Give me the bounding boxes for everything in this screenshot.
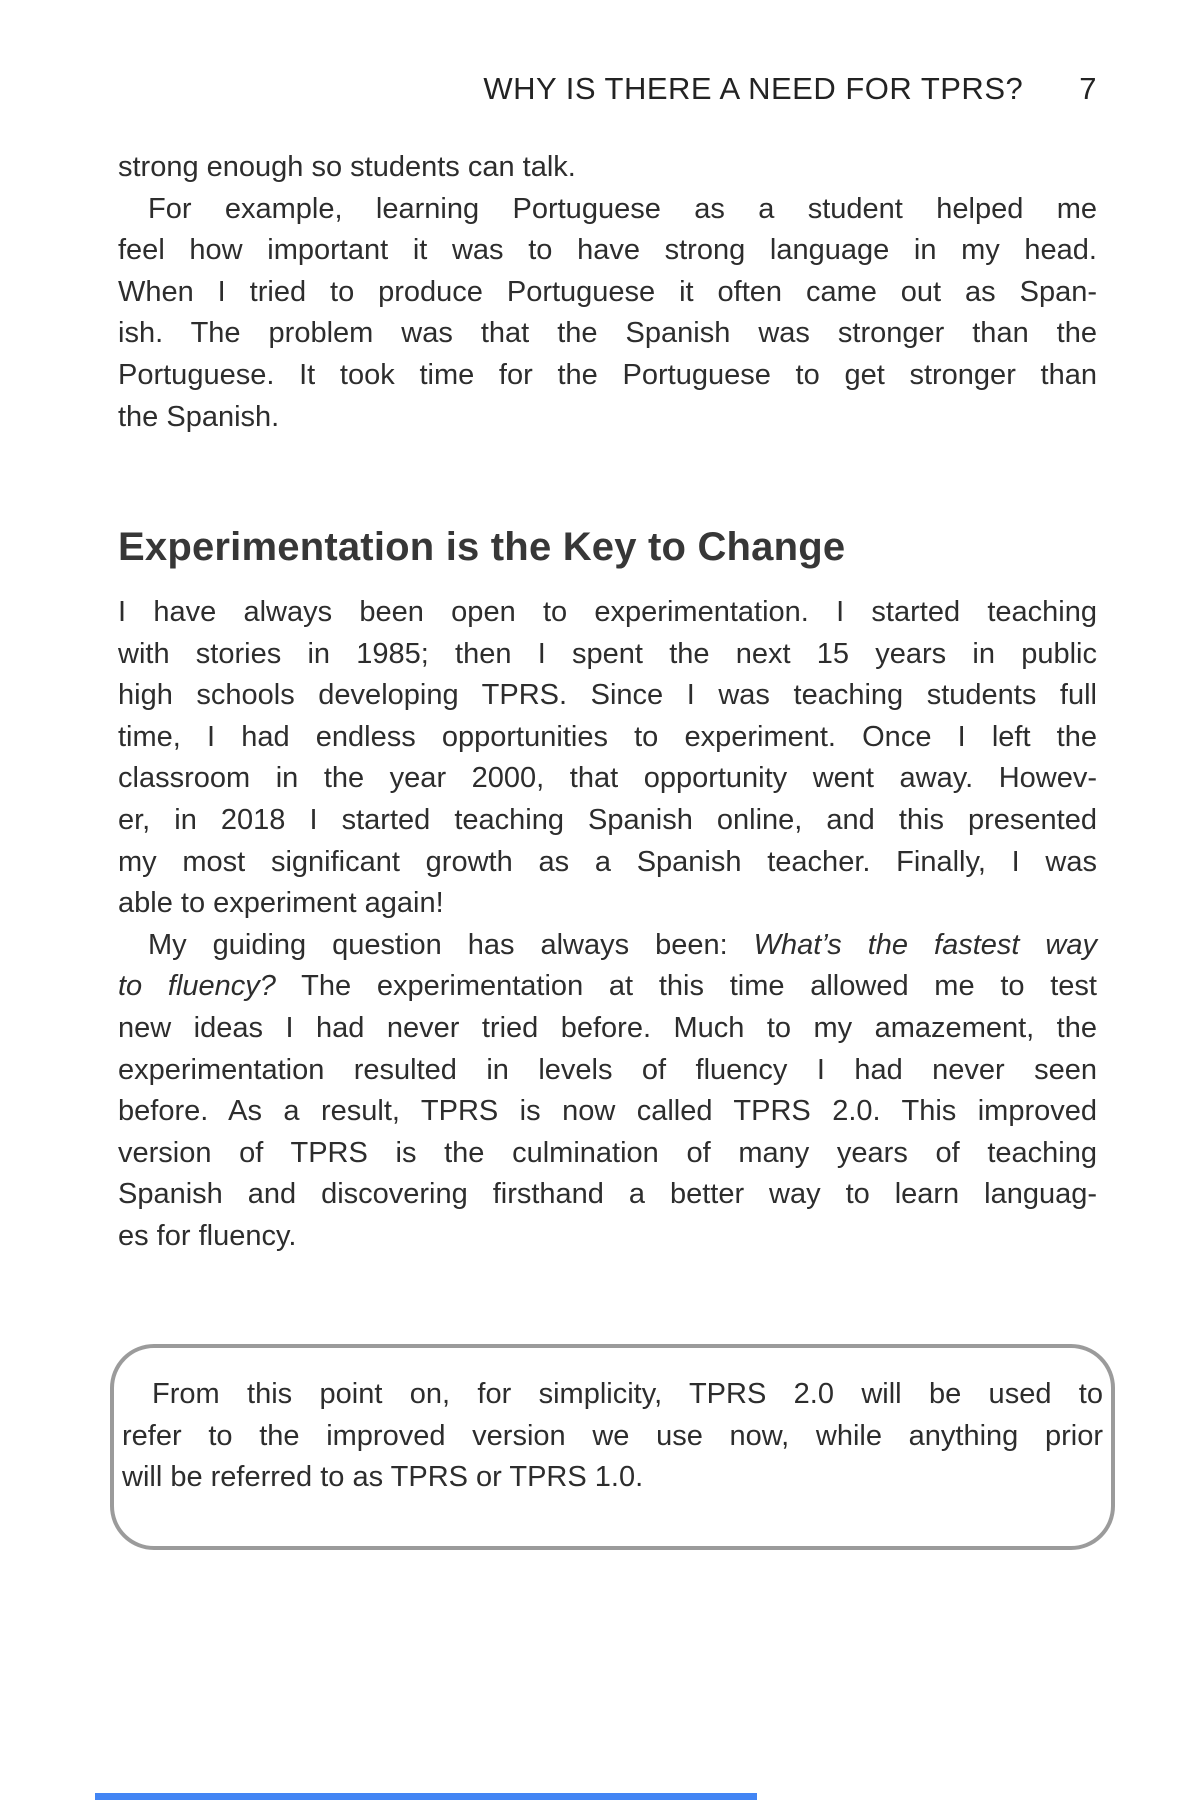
text-line: es for fluency. [118, 1219, 297, 1252]
section-heading: Experimentation is the Key to Change [118, 525, 846, 569]
page-number: 7 [1079, 71, 1097, 106]
text-line: ish. The problem was that the Spanish was stronger than the [118, 317, 1097, 350]
body-text-main [118, 592, 1097, 1258]
text-line: Spanish and discovering firsthand a better way to learn languag- [118, 1178, 1097, 1211]
text-line: the Spanish. [118, 400, 280, 433]
text-line: refer to the improved version we use now, while anything prior [122, 1419, 1103, 1452]
callout-text [122, 1374, 1103, 1499]
text-line: time, I had endless opportunities to experiment. Once I left the [118, 720, 1097, 753]
text-line: experimentation resulted in levels of fluency I had never seen [118, 1053, 1097, 1086]
text-line: before. As a result, TPRS is now called TPRS 2.0. This improved [118, 1095, 1097, 1128]
text-line: I have always been open to experimentation. I started teaching [118, 596, 1097, 628]
text-line: er, in 2018 I started teaching Spanish online, and this presented [118, 803, 1097, 836]
body-text-top [118, 147, 1097, 438]
text-line: Portuguese. It took time for the Portuguese to get stronger than [118, 358, 1097, 391]
text-line: strong enough so students can talk. [118, 151, 576, 183]
text-line: will be referred to as TPRS or TPRS 1.0. [122, 1461, 644, 1494]
running-header [118, 72, 1097, 106]
text-line: My guiding question has always been: What’s the fastest way [148, 928, 1098, 961]
text-line: to fluency? The experimentation at this time allowed me to test [118, 970, 1097, 1003]
text-line: From this point on, for simplicity, TPRS 2.0 will be used to [152, 1378, 1103, 1410]
reading-progress-bar[interactable] [95, 1793, 757, 1800]
text-line: able to experiment again! [118, 887, 444, 920]
paragraph-experimentation [118, 592, 1097, 925]
paragraph-example [118, 189, 1097, 439]
text-line: high schools developing TPRS. Since I was teaching students full [118, 679, 1097, 712]
callout-box [110, 1344, 1115, 1550]
text-line: my most significant growth as a Spanish teacher. Finally, I was [118, 845, 1097, 878]
text-line: with stories in 1985; then I spent the next 15 years in public [118, 637, 1097, 670]
text-line: classroom in the year 2000, that opportunity went away. Howev- [118, 762, 1097, 795]
text-line: version of TPRS is the culmination of many years of teaching [118, 1136, 1097, 1169]
running-header-title: WHY IS THERE A NEED FOR TPRS? [483, 71, 1024, 106]
paragraph-guiding-question [118, 925, 1097, 1258]
text-line: For example, learning Portuguese as a student helped me [148, 192, 1097, 225]
paragraph-continued [118, 147, 1097, 189]
text-line: When I tried to produce Portuguese it often came out as Span- [118, 275, 1097, 308]
text-line: new ideas I had never tried before. Much to my amazement, the [118, 1011, 1097, 1044]
text-line: feel how important it was to have strong language in my head. [118, 234, 1097, 267]
